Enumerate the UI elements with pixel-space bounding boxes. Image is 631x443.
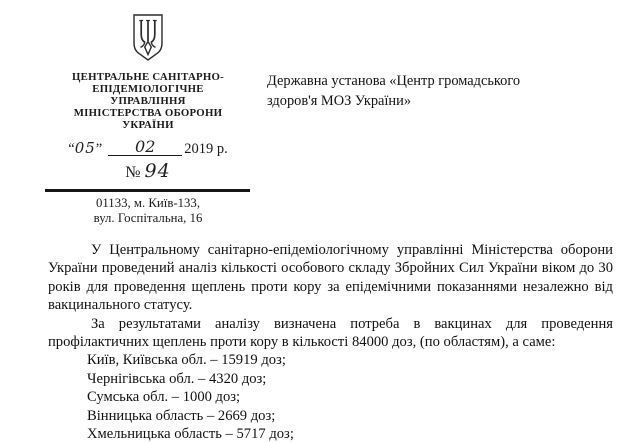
org-line: МІНІСТЕРСТВА ОБОРОНИ [73, 107, 223, 120]
ukraine-trident-icon [132, 13, 164, 63]
address-line-2: вул. Госпітальна, 16 [93, 211, 203, 226]
date-line [40, 138, 256, 159]
region-doses-item: Вінницька область – 2669 доз; [87, 407, 276, 424]
region-doses-item: Чернігівська обл. – 4320 доз; [87, 370, 267, 387]
document-number [40, 160, 256, 184]
org-line: УКРАЇНИ [122, 119, 174, 132]
handwritten-month-slot [108, 139, 182, 156]
region-doses-item: Київ, Київська обл. – 15919 доз; [87, 352, 286, 369]
number-sign: № [125, 164, 141, 182]
recipient-block [267, 72, 597, 111]
region-doses-item: Сумська обл. – 1000 доз; [87, 389, 241, 406]
document-body [48, 241, 613, 443]
close-quote: ” [95, 141, 103, 158]
recipient-line-2: здоров'я МОЗ України» [267, 92, 412, 109]
divider-line [45, 189, 250, 191]
open-quote: “ [68, 141, 75, 158]
paragraph-analysis: У Центральному санітарно-епідеміологічному управлінні Міністерства оборони України проведений аналіз кількості особового складу Збройних Сил України віком до 30 років для проведення щеплень проти кору за епідемічними показаннями незалежно від вакцинального статусу. [48, 242, 613, 314]
letterhead [40, 13, 256, 227]
org-line: ЕПІДЕМІОЛОГІЧНЕ [92, 83, 204, 96]
year-text: 2019 р. [184, 141, 228, 158]
handwritten-day: 05 [74, 139, 96, 158]
paragraph-results: За результатами аналізу визначена потреба в вакцинах для проведення профілактичних щеплень проти кору в кількості 84000 доз, (по областям), а саме: [48, 315, 613, 351]
org-line: ЦЕНТРАЛЬНЕ САНІТАРНО- [71, 71, 225, 83]
region-doses-list [48, 351, 613, 443]
handwritten-month: 02 [135, 137, 156, 157]
address-block [40, 196, 256, 227]
handwritten-number: 94 [144, 160, 171, 183]
recipient-line-1: Державна установа «Центр громадського [267, 73, 521, 89]
region-doses-item: Хмельницька область – 5717 доз; [87, 426, 294, 443]
address-line-1: 01133, м. Київ-133, [95, 195, 201, 210]
org-line: УПРАВЛІННЯ [110, 95, 186, 108]
org-name [40, 71, 256, 131]
